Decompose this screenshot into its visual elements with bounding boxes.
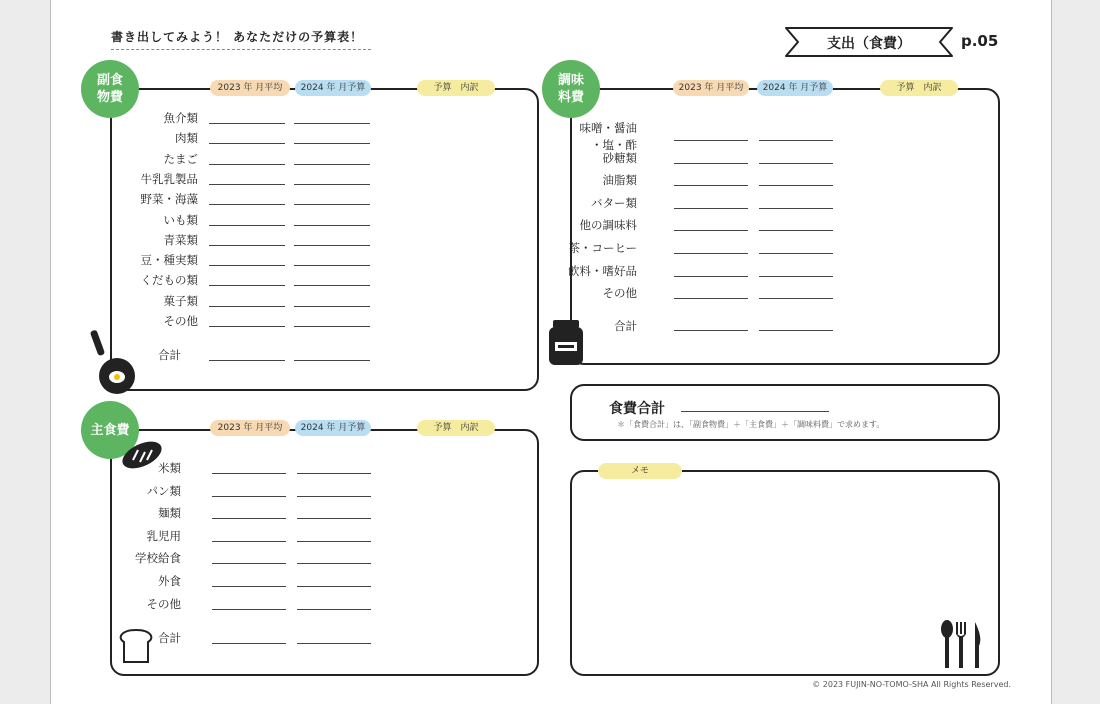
staple-item-label: 外食	[158, 574, 181, 588]
side_dish-item-label: 肉類	[175, 131, 198, 146]
side_dish-field-2024[interactable]	[294, 285, 370, 286]
staple-field-2023[interactable]	[212, 473, 286, 474]
side_dish-item-label: いも類	[163, 212, 198, 227]
seasoning-field-2023[interactable]	[674, 230, 748, 231]
seasoning-item-label: その他	[602, 286, 637, 301]
budget-page	[50, 0, 1052, 704]
side_dish-field-2024[interactable]	[294, 184, 370, 185]
food-total-field[interactable]	[681, 411, 829, 412]
side_dish-field-2023[interactable]	[209, 306, 285, 307]
page-title: 支出（食費）	[827, 36, 911, 52]
staple-field-2024[interactable]	[297, 609, 371, 610]
side_dish-field-2023[interactable]	[209, 225, 285, 226]
seasoning-item-label: 油脂類	[602, 173, 637, 188]
side_dish-field-2023[interactable]	[209, 204, 285, 205]
memo-label: メモ	[598, 463, 682, 479]
food-total-note: ＊「食費合計」は、「副食物費」＋「主食費」＋「調味料費」で求めます。	[617, 420, 885, 429]
staple-field-2024[interactable]	[297, 586, 371, 587]
side_dish-field-2023[interactable]	[209, 326, 285, 327]
side_dish-field-2023[interactable]	[209, 123, 285, 124]
jar-icon	[547, 320, 585, 370]
staple-item-label: 米類	[158, 461, 181, 475]
staple-badge: 主食費	[81, 401, 139, 459]
seasoning-item-label: 飲料・嗜好品	[568, 263, 637, 278]
staple-item-label: パン類	[146, 483, 181, 498]
seasoning-field-2024[interactable]	[759, 163, 833, 164]
staple-field-2023[interactable]	[212, 586, 286, 587]
cutlery-icon	[939, 620, 987, 674]
side_dish-field-2023[interactable]	[209, 143, 285, 144]
side-total-2023-field[interactable]	[209, 360, 285, 361]
staple-field-2023[interactable]	[212, 609, 286, 610]
staple-field-2024[interactable]	[297, 473, 371, 474]
staple-item-label: その他	[146, 596, 181, 611]
side_dish-item-label: 豆・種実類	[140, 253, 198, 268]
seasoning-item-label: 茶・コーヒー	[568, 241, 637, 255]
side_dish-item-label: 青菜類	[163, 232, 198, 247]
frying-pan-icon	[89, 330, 145, 400]
side_dish-field-2024[interactable]	[294, 164, 370, 165]
seasoning-field-2024[interactable]	[759, 298, 833, 299]
seasoning-total-label: 合計	[614, 319, 637, 333]
staple-field-2023[interactable]	[212, 518, 286, 519]
staple-field-2024[interactable]	[297, 518, 371, 519]
side_dish-field-2023[interactable]	[209, 285, 285, 286]
staple-field-2023[interactable]	[212, 541, 286, 542]
staple-item-label: 学校給食	[135, 551, 181, 566]
side_dish-field-2024[interactable]	[294, 143, 370, 144]
side_dish-field-2023[interactable]	[209, 184, 285, 185]
bread-slice-icon	[119, 628, 153, 668]
seasoning-item-label: バター類	[591, 195, 637, 210]
side-dish-badge: 副食 物費	[81, 60, 139, 118]
seasoning-field-2024[interactable]	[759, 208, 833, 209]
seasoning-field-2023[interactable]	[674, 276, 748, 277]
seasoning-field-2023[interactable]	[674, 163, 748, 164]
memo-section[interactable]	[570, 470, 1000, 676]
pill-breakdown: 予算 内訳	[880, 80, 958, 96]
seas-total-2024-field[interactable]	[759, 330, 833, 331]
staple-field-2024[interactable]	[297, 496, 371, 497]
side_dish-item-label: 牛乳乳製品	[140, 171, 198, 186]
pill-2024-budget: 2024 年 月予算	[295, 80, 371, 96]
seasoning-item-label: 味噌・醤油 ・塩・酢	[579, 121, 637, 152]
side_dish-field-2024[interactable]	[294, 306, 370, 307]
side-dish-total-label: 合計	[158, 348, 181, 362]
staple-item-label: 乳児用	[146, 528, 181, 543]
seasoning-field-2024[interactable]	[759, 140, 833, 141]
pill-2023-avg: 2023 年 月平均	[210, 80, 290, 96]
staple-field-2023[interactable]	[212, 563, 286, 564]
seasoning-field-2024[interactable]	[759, 185, 833, 186]
side_dish-field-2023[interactable]	[209, 265, 285, 266]
side_dish-item-label: 魚介類	[163, 111, 198, 125]
staple-total-2024-field[interactable]	[297, 643, 371, 644]
staple-field-2024[interactable]	[297, 541, 371, 542]
staple-total-2023-field[interactable]	[212, 643, 286, 644]
seasoning-field-2023[interactable]	[674, 185, 748, 186]
title-banner	[784, 24, 954, 60]
side-total-2024-field[interactable]	[294, 360, 370, 361]
side_dish-item-label: その他	[163, 314, 198, 328]
food-total-label: 食費合計	[609, 401, 665, 417]
staple-total-label: 合計	[158, 631, 181, 645]
side_dish-field-2024[interactable]	[294, 265, 370, 266]
pill-breakdown: 予算 内訳	[417, 420, 495, 436]
pill-2023-avg: 2023 年 月平均	[673, 80, 749, 96]
seasoning-field-2023[interactable]	[674, 253, 748, 254]
side_dish-field-2024[interactable]	[294, 245, 370, 246]
staple-item-label: 麺類	[158, 506, 181, 521]
side_dish-item-label: 菓子類	[163, 293, 198, 308]
pill-2024-budget: 2024 年 月予算	[757, 80, 833, 96]
side_dish-field-2023[interactable]	[209, 245, 285, 246]
side_dish-item-label: 野菜・海藻	[140, 192, 198, 207]
seasoning-field-2024[interactable]	[759, 253, 833, 254]
pill-2024-budget: 2024 年 月予算	[295, 420, 371, 436]
seasoning-field-2024[interactable]	[759, 276, 833, 277]
pill-breakdown: 予算 内訳	[417, 80, 495, 96]
seasoning-field-2024[interactable]	[759, 230, 833, 231]
side_dish-field-2024[interactable]	[294, 123, 370, 124]
seasoning-badge: 調味 料費	[542, 60, 600, 118]
side_dish-field-2024[interactable]	[294, 225, 370, 226]
side_dish-item-label: たまご	[163, 151, 198, 166]
side_dish-field-2024[interactable]	[294, 326, 370, 327]
side_dish-field-2024[interactable]	[294, 204, 370, 205]
staple-field-2024[interactable]	[297, 563, 371, 564]
seasoning-item-label: 砂糖類	[602, 150, 637, 165]
seas-total-2023-field[interactable]	[674, 330, 748, 331]
side_dish-item-label: くだもの類	[140, 273, 198, 288]
pill-2023-avg: 2023 年 月平均	[210, 420, 290, 436]
staple-field-2023[interactable]	[212, 496, 286, 497]
seasoning-field-2023[interactable]	[674, 140, 748, 141]
copyright: © 2023 FUJIN-NO-TOMO-SHA All Rights Reserved.	[812, 680, 1011, 689]
bread-loaf-icon	[121, 438, 163, 476]
seasoning-item-label: 他の調味料	[579, 218, 637, 233]
side_dish-field-2023[interactable]	[209, 164, 285, 165]
prompt-heading: 書き出してみよう！ あなただけの予算表！	[111, 28, 371, 50]
seasoning-field-2023[interactable]	[674, 208, 748, 209]
seasoning-field-2023[interactable]	[674, 298, 748, 299]
page-number: p.05	[961, 32, 999, 50]
